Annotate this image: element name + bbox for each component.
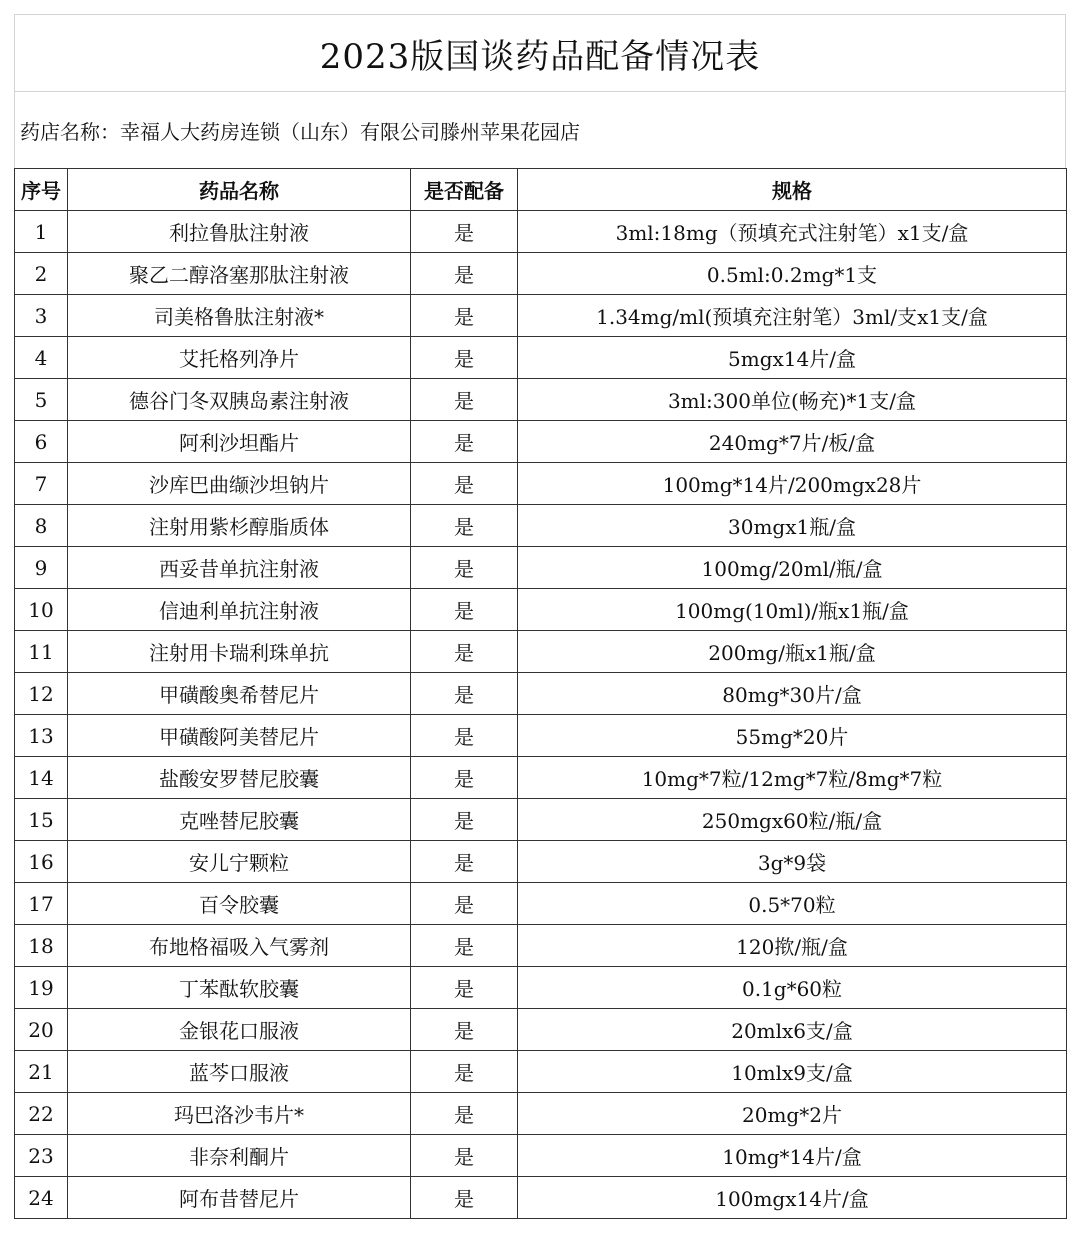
store-box	[14, 91, 1066, 168]
drug-name: 百令胶囊	[68, 883, 411, 925]
row-index: 18	[15, 925, 68, 967]
row-index: 8	[15, 505, 68, 547]
drug-name: 盐酸安罗替尼胶囊	[68, 757, 411, 799]
table-row	[15, 295, 1067, 337]
table-row	[15, 253, 1067, 295]
equipped-status: 是	[411, 715, 518, 757]
table-row	[15, 883, 1067, 925]
drug-name: 玛巴洛沙韦片*	[68, 1093, 411, 1135]
drug-name: 非奈利酮片	[68, 1135, 411, 1177]
equipped-status: 是	[411, 673, 518, 715]
drug-name: 聚乙二醇洛塞那肽注射液	[68, 253, 411, 295]
row-index: 17	[15, 883, 68, 925]
spec: 100mg(10ml)/瓶x1瓶/盒	[518, 589, 1067, 631]
spec: 10mlx9支/盒	[518, 1051, 1067, 1093]
row-index: 4	[15, 337, 68, 379]
table-row	[15, 757, 1067, 799]
drug-name: 金银花口服液	[68, 1009, 411, 1051]
table-row	[15, 505, 1067, 547]
equipped-status: 是	[411, 799, 518, 841]
drug-name: 德谷门冬双胰岛素注射液	[68, 379, 411, 421]
table-row	[15, 841, 1067, 883]
equipped-status: 是	[411, 211, 518, 253]
row-index: 3	[15, 295, 68, 337]
equipped-status: 是	[411, 421, 518, 463]
row-index: 24	[15, 1177, 68, 1219]
spec: 20mg*2片	[518, 1093, 1067, 1135]
equipped-status: 是	[411, 631, 518, 673]
equipped-status: 是	[411, 757, 518, 799]
drug-table	[14, 168, 1067, 1219]
row-index: 11	[15, 631, 68, 673]
spec: 5mgx14片/盒	[518, 337, 1067, 379]
row-index: 19	[15, 967, 68, 1009]
row-index: 12	[15, 673, 68, 715]
table-row	[15, 1093, 1067, 1135]
table-body	[15, 211, 1067, 1219]
drug-name: 阿利沙坦酯片	[68, 421, 411, 463]
equipped-status: 是	[411, 337, 518, 379]
table-row	[15, 1009, 1067, 1051]
equipped-status: 是	[411, 547, 518, 589]
drug-name: 安儿宁颗粒	[68, 841, 411, 883]
spec: 1.34mg/ml(预填充注射笔）3ml/支x1支/盒	[518, 295, 1067, 337]
document-sheet	[14, 14, 1066, 1219]
table-row	[15, 547, 1067, 589]
spec: 100mgx14片/盒	[518, 1177, 1067, 1219]
table-row	[15, 337, 1067, 379]
equipped-status: 是	[411, 295, 518, 337]
spec: 3ml:18mg（预填充式注射笔）x1支/盒	[518, 211, 1067, 253]
equipped-status: 是	[411, 589, 518, 631]
spec: 240mg*7片/板/盒	[518, 421, 1067, 463]
table-row	[15, 799, 1067, 841]
spec: 3ml:300单位(畅充)*1支/盒	[518, 379, 1067, 421]
row-index: 10	[15, 589, 68, 631]
spec: 3g*9袋	[518, 841, 1067, 883]
table-row	[15, 1177, 1067, 1219]
equipped-status: 是	[411, 1093, 518, 1135]
equipped-status: 是	[411, 925, 518, 967]
drug-name: 沙库巴曲缬沙坦钠片	[68, 463, 411, 505]
equipped-status: 是	[411, 379, 518, 421]
drug-name: 布地格福吸入气雾剂	[68, 925, 411, 967]
header-equipped: 是否配备	[411, 169, 518, 211]
header-spec: 规格	[518, 169, 1067, 211]
drug-name: 西妥昔单抗注射液	[68, 547, 411, 589]
table-header-row	[15, 169, 1067, 211]
drug-name: 丁苯酞软胶囊	[68, 967, 411, 1009]
spec: 10mg*7粒/12mg*7粒/8mg*7粒	[518, 757, 1067, 799]
spec: 80mg*30片/盒	[518, 673, 1067, 715]
equipped-status: 是	[411, 1051, 518, 1093]
row-index: 22	[15, 1093, 68, 1135]
drug-name: 蓝芩口服液	[68, 1051, 411, 1093]
equipped-status: 是	[411, 463, 518, 505]
equipped-status: 是	[411, 841, 518, 883]
drug-name: 司美格鲁肽注射液*	[68, 295, 411, 337]
spec: 250mgx60粒/瓶/盒	[518, 799, 1067, 841]
table-row	[15, 1135, 1067, 1177]
equipped-status: 是	[411, 967, 518, 1009]
spec: 55mg*20片	[518, 715, 1067, 757]
spec: 0.5*70粒	[518, 883, 1067, 925]
row-index: 14	[15, 757, 68, 799]
table-row	[15, 631, 1067, 673]
equipped-status: 是	[411, 1177, 518, 1219]
equipped-status: 是	[411, 1009, 518, 1051]
equipped-status: 是	[411, 253, 518, 295]
spec: 0.1g*60粒	[518, 967, 1067, 1009]
spec: 10mg*14片/盒	[518, 1135, 1067, 1177]
row-index: 23	[15, 1135, 68, 1177]
header-index: 序号	[15, 169, 68, 211]
row-index: 1	[15, 211, 68, 253]
drug-name: 艾托格列净片	[68, 337, 411, 379]
drug-name: 注射用卡瑞利珠单抗	[68, 631, 411, 673]
table-row	[15, 967, 1067, 1009]
table-row	[15, 715, 1067, 757]
equipped-status: 是	[411, 505, 518, 547]
row-index: 5	[15, 379, 68, 421]
drug-name: 注射用紫杉醇脂质体	[68, 505, 411, 547]
row-index: 20	[15, 1009, 68, 1051]
drug-name: 利拉鲁肽注射液	[68, 211, 411, 253]
row-index: 15	[15, 799, 68, 841]
spec: 20mlx6支/盒	[518, 1009, 1067, 1051]
spec: 100mg*14片/200mgx28片	[518, 463, 1067, 505]
row-index: 6	[15, 421, 68, 463]
spec: 100mg/20ml/瓶/盒	[518, 547, 1067, 589]
row-index: 13	[15, 715, 68, 757]
spec: 30mgx1瓶/盒	[518, 505, 1067, 547]
drug-name: 甲磺酸阿美替尼片	[68, 715, 411, 757]
drug-name: 阿布昔替尼片	[68, 1177, 411, 1219]
table-row	[15, 463, 1067, 505]
table-row	[15, 925, 1067, 967]
table-row	[15, 211, 1067, 253]
spec: 0.5ml:0.2mg*1支	[518, 253, 1067, 295]
store-name-line: 药店名称：幸福人大药房连锁（山东）有限公司滕州苹果花园店	[20, 119, 580, 144]
spec: 200mg/瓶x1瓶/盒	[518, 631, 1067, 673]
table-row	[15, 379, 1067, 421]
table-row	[15, 673, 1067, 715]
row-index: 9	[15, 547, 68, 589]
page-title: 2023版国谈药品配备情况表	[319, 36, 761, 77]
drug-name: 克唑替尼胶囊	[68, 799, 411, 841]
equipped-status: 是	[411, 1135, 518, 1177]
spec: 120揿/瓶/盒	[518, 925, 1067, 967]
drug-name: 信迪利单抗注射液	[68, 589, 411, 631]
row-index: 7	[15, 463, 68, 505]
drug-name: 甲磺酸奥希替尼片	[68, 673, 411, 715]
row-index: 21	[15, 1051, 68, 1093]
row-index: 2	[15, 253, 68, 295]
table-row	[15, 589, 1067, 631]
table-row	[15, 421, 1067, 463]
header-drug-name: 药品名称	[68, 169, 411, 211]
title-box	[14, 14, 1066, 91]
equipped-status: 是	[411, 883, 518, 925]
table-row	[15, 1051, 1067, 1093]
row-index: 16	[15, 841, 68, 883]
